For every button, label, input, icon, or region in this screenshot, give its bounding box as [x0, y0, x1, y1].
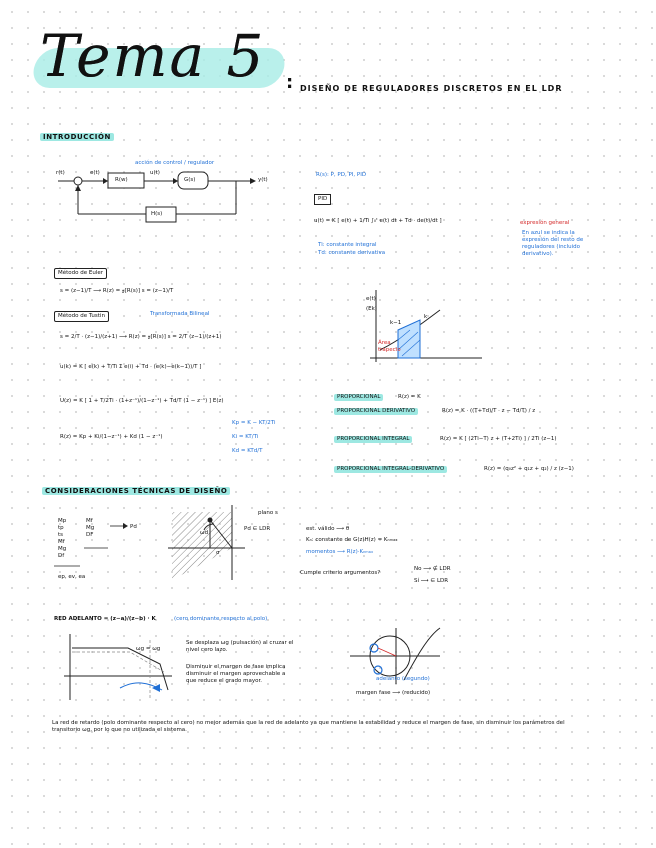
euler-label: Método de Euler	[54, 268, 107, 279]
regulator-name-p: PROPORCIONAL	[334, 394, 383, 401]
expression-label: expresión general	[520, 220, 570, 226]
ti-note: Ti: constante integral	[318, 242, 377, 248]
red-adelanto-formula: RED ADELANTO = (z−a)/(z−b) · K	[54, 616, 156, 622]
plant-block: G(s)	[184, 177, 196, 183]
regulator-name-pd: PROPORCIONAL DERIVATIVO	[334, 408, 418, 415]
euler-formula: s = (z−1)/T ⟶ R(z) = 𝔃[R(s)] s = (z−1)/T	[60, 288, 174, 294]
spec-mg: Mg	[58, 546, 67, 552]
criterion-si: Sí ⟶ ∈ LDR	[414, 578, 449, 584]
criterion-no: No ⟶ ∉ LDR	[414, 566, 451, 572]
regulator-name-pi: PROPORCIONAL INTEGRAL	[334, 436, 412, 443]
kd-formula: Kd = KTd/T	[232, 448, 263, 454]
root-locus-caption: margen fase ⟶ (reducido)	[356, 690, 431, 696]
spec-note-3: momentos ⟶ R(z)·Kₙₘₐₓ	[306, 549, 374, 555]
bode-note-1: Se desplaza ωg (pulsación) al cruzar el nivel cero lazo.	[186, 640, 294, 653]
area-plot-label: Área trapecio	[378, 340, 401, 353]
error-label: e(t)	[90, 170, 100, 176]
spec-mid-mg: Mg	[86, 525, 95, 531]
bode-note-2: Disminuir el margen de fase implica disminuir el margen aprovechable a que reduce el grado mayor.	[186, 664, 286, 684]
plane-label: plano s	[258, 510, 278, 516]
regulator-formula-pd: R(z) = K · ((T+Td)/T · z − Td/T) / z	[442, 408, 536, 414]
regulator-name-pid: PROPORCIONAL INTEGRAL-DERIVATIVO	[334, 466, 447, 473]
omega-d-label: ωd	[200, 530, 209, 536]
sigma-label: σ	[216, 550, 220, 556]
tustin-note: Transformada Bilineal	[150, 311, 210, 317]
spec-target: Pd	[130, 524, 137, 530]
bode-wg-label: ωg = ωg	[136, 646, 161, 652]
pid-formula: u(t) = K [ e(t) + 1/Ti ∫₀ᵗ e(t) dt + Td · de(t)/dt ]	[314, 218, 442, 224]
pd-ldr-line: Pd ∈ LDR	[244, 526, 271, 532]
page-subtitle: DISEÑO DE REGULADORES DISCRETOS EN EL LDR	[300, 84, 563, 93]
kp-formula: Kp = K − KT/2Ti	[232, 420, 276, 426]
u-label: u(t)	[150, 170, 160, 176]
output-label: y(t)	[258, 177, 268, 183]
controller-caption: acción de control / regulador	[135, 160, 215, 166]
spec-tp: tp	[58, 525, 64, 531]
derivation-line-3: R(z) = Kp + Ki/(1−z⁻¹) + Kd (1 − z⁻¹)	[60, 434, 163, 440]
regulator-formula-pi: R(z) = K [ (2Ti−T) z + (T+2Ti) ] / 2Ti (z−1)	[440, 436, 557, 442]
section-heading-intro: INTRODUCCIÓN	[40, 133, 114, 141]
area-plot-k1: k−1	[390, 320, 402, 326]
sensor-block: H(s)	[151, 211, 163, 217]
area-plot-ylabel2: (Ek)	[366, 306, 377, 312]
footer-text: La red de retardo (polo dominante respecto al cero) no mejor además que la red de adelanto ya que mantiene la estabilidad y reduce el margen de fase, sin disminuir los parámetros del transitorio ωg, por lo que no utilizada el sistema.	[52, 720, 565, 733]
spec-mp: Mp	[58, 518, 67, 524]
ki-formula: Ki = KT/Ti	[232, 434, 259, 440]
spec-ts: ts	[58, 532, 64, 538]
adelanto-label: adelanto (segundo)	[376, 676, 430, 682]
title-colon: :	[286, 72, 294, 93]
expression-note: En azul se indica la expresión del resto de reguladores (incluido derivativo).	[522, 230, 584, 257]
pid-tag: PID	[314, 194, 331, 205]
controller-block: R(w)	[115, 177, 128, 183]
spec-mf: Mf	[58, 539, 65, 545]
spec-mid-df: DF	[86, 532, 94, 538]
regulator-formula-pid: R(z) = (q₀z² + q₁z + q₂) / z (z−1)	[484, 466, 574, 472]
regulator-formula-p: R(z) = K	[398, 394, 421, 400]
input-label: r(t)	[56, 170, 65, 176]
page-title: Tema 5	[40, 22, 266, 90]
spec-mid-mf: Mf	[86, 518, 93, 524]
derivation-line-2: U(z) = K [ 1 + T/2Ti · (1+z⁻¹)/(1−z⁻¹) + Td/T (1 − z⁻¹) ] E(z)	[60, 398, 224, 404]
derivation-line-1: u(k) = K [ e(k) + T/Ti Σ e(i) + Td · (e(k)−e(k−1))/T ]	[60, 364, 202, 370]
area-plot-k: k	[424, 314, 428, 320]
spec-errors: ep, ev, ea	[58, 574, 86, 580]
tustin-formula: s = 2/T · (z−1)/(z+1) ⟶ R(z) = 𝔃[R(s)] s = 2/T (z−1)/(z+1)	[60, 334, 222, 340]
spec-note-1: est. válido ⟶ θ	[306, 526, 350, 532]
tustin-label: Método de Tustin	[54, 311, 109, 322]
spec-df: Df	[58, 553, 65, 559]
section-heading-tecnicas: CONSIDERACIONES TÉCNICAS DE DISEÑO	[42, 487, 230, 495]
regulator-types: R(s): P, PD, PI, PID	[316, 172, 367, 178]
area-plot-ylabel: e(t)	[366, 296, 376, 302]
criterion-question: Cumple criterio argumentos?	[300, 570, 381, 576]
td-note: Td: constante derivativa	[318, 250, 386, 256]
red-adelanto-note: (cero dominante respecto al polo)	[174, 616, 268, 622]
spec-note-2: Kₙ: constante de G(z)H(z) = Kₙₘₐₓ	[306, 537, 398, 543]
